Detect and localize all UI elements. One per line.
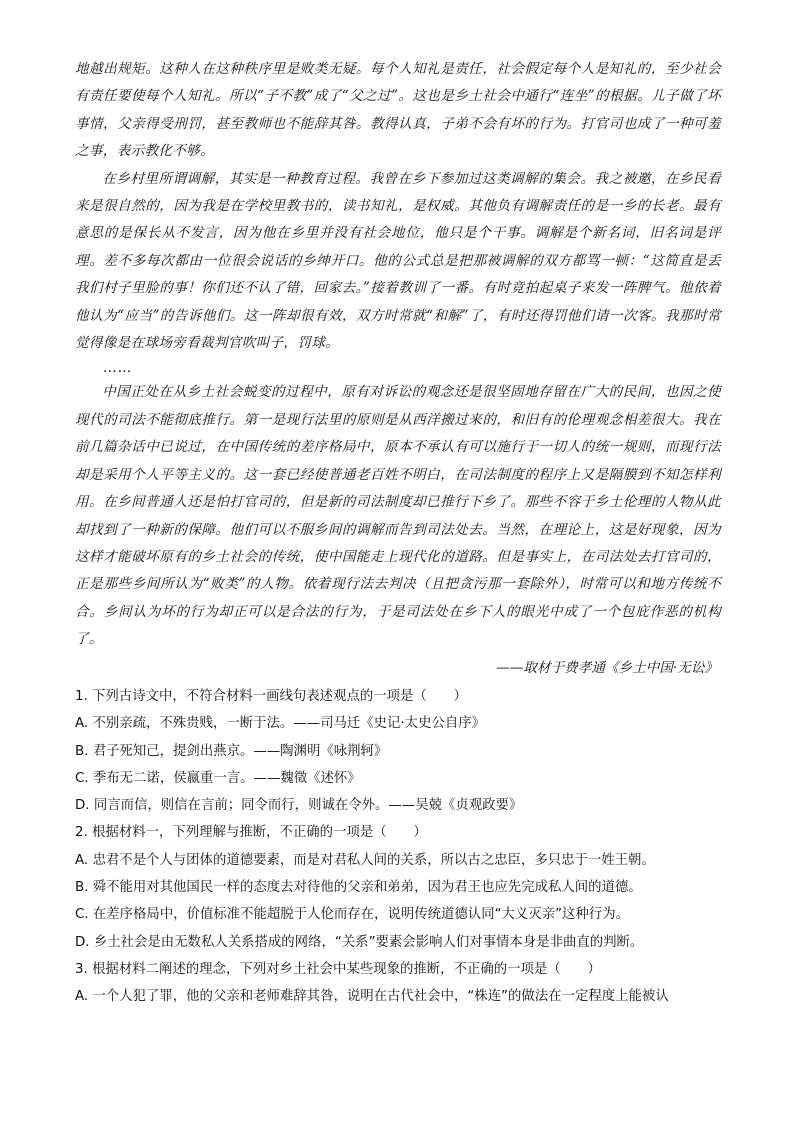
question-option: D. 乡土社会是由无数私人关系搭成的网络，“关系”要素会影响人们对事情本身是非曲直的判断。 [75, 934, 644, 950]
question-stem: 1. 下列古诗文中，不符合材料一画线句表述观点的一项是（ ） [75, 689, 467, 704]
question-option: B. 君子死知己，提剑出燕京。——陶渊明《咏荆轲》 [75, 743, 388, 759]
question-3 [75, 956, 721, 1011]
passage-ellipsis: …… [103, 360, 133, 377]
question-option: C. 季布无二诺，侯嬴重一言。——魏徵《述怀》 [75, 770, 361, 786]
question-stem: 3. 根据材料二阐述的理念，下列对乡土社会中某些现象的推断，不正确的一项是（ ） [75, 961, 601, 977]
passage-paragraph-1: 地越出规矩。这种人在这种秩序里是败类无疑。每个人知礼是责任，社会假定每个人是知礼的，至少社会有责任要使每个人知礼。所以“子不教”成了“父之过”。这也是乡土社会中通行“连坐”的根据。儿子做了坏事情，父亲得受刑罚，甚至教师也不能辞其咎。教得认真，子弟不会有坏的行为。打官司也成了一种可羞之事，表示教化不够。 [75, 61, 721, 160]
question-option: C. 在差序格局中，价值标准不能超脱于人伦而存在，说明传统道德认同“大义灭亲”这种行为。 [75, 907, 629, 923]
question-option: B. 舜不能用对其他国民一样的态度去对待他的父亲和弟弟，因为君王也应先完成私人间的道德。 [75, 880, 642, 896]
question-stem: 2. 根据材料一，下列理解与推断，不正确的一项是（ ） [75, 825, 427, 841]
question-list [75, 683, 721, 1011]
passage-paragraph-3: 中国正处在从乡土社会蜕变的过程中，原有对诉讼的观念还是很坚固地存留在广大的民间，也因之使现代的司法不能彻底推行。第一是现行法里的原则是从西洋搬过来的，和旧有的伦理观念相差很大。我在前几篇杂话中已说过，在中国传统的差序格局中，原本不承认有可以施行于一切人的统一规则，而现行法却是采用个人平等主义的。这一套已经使普通老百姓不明白，在司法制度的程序上又是隔膜到不知怎样利用。在乡间普通人还是怕打官司的，但是新的司法制度却已推行下乡了。那些不容于乡土伦理的人物从此却找到了一种新的保障。他们可以不服乡间的调解而告到司法处去。当然，在理论上，这是好现象，因为这样才能破坏原有的乡土社会的传统，使中国能走上现代化的道路。但是事实上，在司法处去打官司的，正是那些乡间所认为“败类”的人物。依着现行法去判决（且把贪污那一套除外），时常可以和地方传统不合。乡间认为坏的行为却正可以是合法的行为，于是司法处在乡下人的眼光中成了一个包庇作恶的机构了。 [75, 384, 721, 648]
question-2 [75, 819, 721, 955]
passage-text [75, 56, 721, 654]
question-option: A. 不别亲疏，不殊贵贱，一断于法。——司马迁《史记·太史公自序》 [75, 716, 486, 732]
question-option: D. 同言而信，则信在言前；同令而行，则诚在令外。——吴兢《贞观政要》 [75, 798, 523, 814]
question-option: A. 忠君不是个人与团体的道德要素，而是对君私人间的关系，所以古之忠臣，多只忠于一姓王朝。 [75, 852, 655, 868]
question-1 [75, 683, 721, 819]
passage-source: ——取材于费孝通《乡土中国·无讼》 [496, 660, 718, 676]
passage-paragraph-2: 在乡村里所谓调解，其实是一种教育过程。我曾在乡下参加过这类调解的集会。我之被邀，在乡民看来是很自然的，因为我是在学校里教书的，读书知礼，是权威。其他负有调解责任的是一乡的长老。最有意思的是保长从不发言，因为他在乡里并没有社会地位，他只是个干事。调解是个新名词，旧名词是评理。差不多每次都由一位很会说话的乡绅开口。他的公式总是把那被调解的双方都骂一顿：“这简直是丢我们村子里脸的事！你们还不认了错，回家去。”接着教训了一番。有时竟拍起桌子来发一阵脾气。他依着他认为“应当”的告诉他们。这一阵却很有效，双方时常就“和解”了，有时还得罚他们请一次客。我那时常觉得像是在球场旁看裁判官吹叫子，罚球。 [75, 170, 721, 352]
question-option: A. 一个人犯了罪，他的父亲和老师难辞其咎，说明在古代社会中，“株连”的做法在一定程度上能被认 [75, 989, 669, 1005]
